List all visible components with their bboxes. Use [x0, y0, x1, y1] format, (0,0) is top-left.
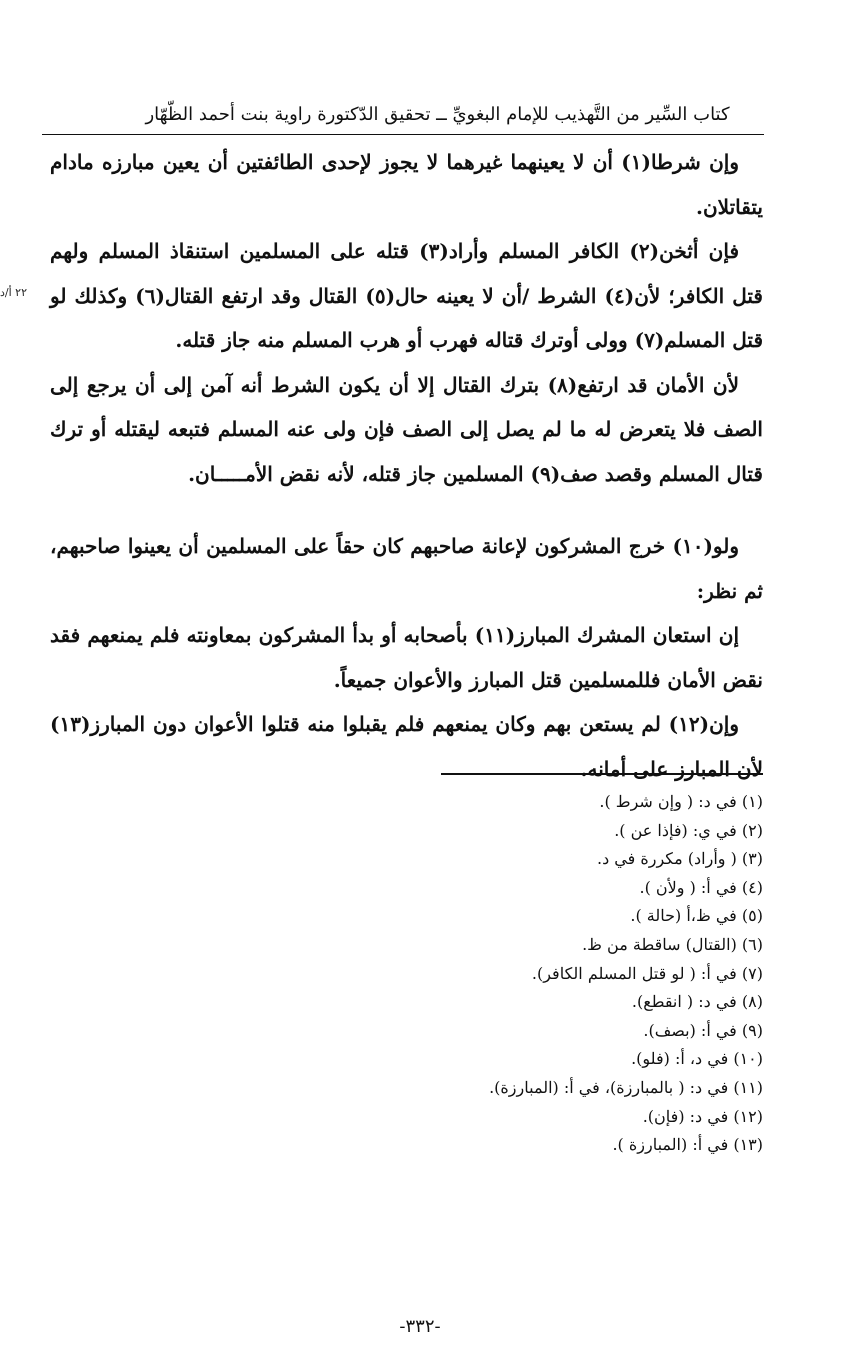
footnote: (١٣) في أ: (المبارزة ). [612, 1135, 763, 1155]
footnote: (٣) ( وأراد) مكررة في د. [596, 849, 763, 869]
main-text [50, 140, 763, 791]
footnote: (٧) في أ: ( لو قتل المسلم الكافر). [531, 963, 763, 983]
footnote: (١٢) في د: (فإن). [642, 1106, 763, 1126]
paragraph: فإن أثخن(٢) الكافر المسلم وأراد(٣) قتله على المسلمين استنقاذ المسلم ولهم قتل الكافر؛ لأن(٤) الشرط /أن لا يعينه حال(٥) القتال وقد ارتفع القتال(٦) وكذلك لو قتل المسلم(٧) وولى أوترك قتاله فهرب أو هرب المسلم منه جاز قتله. [50, 239, 763, 352]
footnotes [303, 788, 763, 1160]
paragraph: وإن(١٢) لم يستعن بهم وكان يمنعهم فلم يقبلوا منه قتلوا الأعوان دون المبارز(١٣) لأن المبارز على أمانه. [50, 712, 763, 781]
paragraph: ولو(١٠) خرج المشركون لإعانة صاحبهم كان حقاً على المسلمين أن يعينوا صاحبهم، ثم نظر: [50, 534, 763, 603]
header-rule [42, 134, 764, 135]
footnote-separator [441, 773, 763, 775]
paragraph: إن استعان المشرك المبارز(١١) بأصحابه أو بدأ المشركون بمعاونته فلم يمنعهم فقد نقض الأمان فللمسلمين قتل المبارز والأعوان جميعاً. [50, 623, 763, 692]
page-number: -٣٣٢- [399, 1316, 441, 1337]
footnote: (١٠) في د، أ: (فلو). [631, 1049, 763, 1069]
footnote: (٦) (القتال) ساقطة من ظ. [582, 934, 763, 954]
footnote: (٨) في د: ( انقطع). [631, 992, 763, 1012]
footnote: (١١) في د: ( بالمبارزة)، في أ: (المبارزة). [489, 1077, 763, 1097]
footnote: (٥) في ظ،أ (حالة ). [630, 906, 763, 926]
header-title: كتاب السِّير من التَّهذيب للإمام البغويِّ ــ تحقيق الدّكتورة راوية بنت أحمد الظّهّار [145, 104, 730, 125]
paragraph: وإن شرطا(١) أن لا يعينهما غيرهما لا يجوز لإحدى الطائفتين أن يعين مبارزه مادام يتقاتلان. [50, 150, 763, 219]
paragraph: لأن الأمان قد ارتفع(٨) بترك القتال إلا أن يكون الشرط أنه آمن إلى أن يرجع إلى الصف فلا يتعرض له ما لم يصل إلى الصف فإن ولى عنه المسلم فتبعه ليقتله أو ترك قتال المسلم وقصد صف(٩) المسلمين جاز قتله، لأنه نقض الأمـــــان. [50, 372, 763, 486]
footnote: (٩) في أ: (بصف). [643, 1020, 763, 1040]
margin-folio-note: ٢٢ أ/د [0, 286, 27, 299]
footnote: (٢) في ي: (فإذا عن ). [614, 820, 763, 840]
footnote: (١) في د: ( وإن شرط ). [599, 792, 763, 811]
footnote: (٤) في أ: ( ولأن ). [639, 877, 763, 897]
